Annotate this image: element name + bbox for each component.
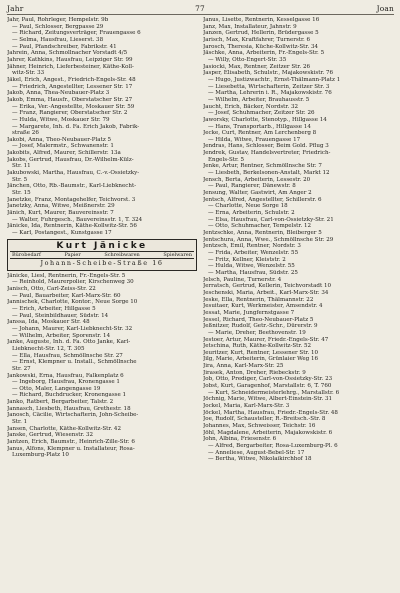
directory-entry: Jeßnitzer, Rudolf, Getr.-Schr., Dürerstr. 9 (203, 323, 318, 330)
directory-entry: Jahr, Paul, Rohrleger, Hempelstr. 9b (7, 17, 109, 23)
directory-entry: Engels-Str. 5 (208, 156, 245, 163)
directory-entry: Jähner, Heinrich, Lieferbesteiner, Käthe-Koll- (7, 63, 134, 70)
directory-entry: — Marie, Dreher, Beethovenstr. 19 (208, 329, 306, 336)
directory-entry: Jendrek, Gustav, Handelsvertreter, Friedrich- (203, 150, 331, 157)
advertisement-box (7, 239, 197, 271)
directory-entry: Jasper, Elisabeth, Schulstr., Majakowskistr. 76 (203, 70, 334, 77)
directory-entry: — Liesbeth, Berkelsonen-Anstalt, Markt 12 (208, 170, 330, 177)
directory-entry: — Josef, Schuhmacher, Zeitzer Str. 26 (208, 110, 315, 117)
directory-entry: Jensch, Berta, Arbeiterin, Lessestr. 20 (203, 176, 311, 183)
directory-entry: — Ella, Hausfrau, Schmöllnsche Str. 27 (12, 352, 123, 359)
directory-entry: — Paul, Pfandschreiber, Fabrikstr. 41 (12, 43, 117, 50)
directory-entry: Janzen, Gertrud, Hellerin, Brüdergasse 5 (203, 30, 319, 37)
directory-entry: Jäkel, Erich, Angest., Friedrich-Engels-Str. 48 (7, 76, 136, 83)
directory-entry: — Otto, Schuhmacher, Tempelstr. 12 (208, 223, 312, 230)
directory-entry: Jänicke, Ida, Rentnerin, Käthe-Kollwitz-Str. 56 (7, 223, 137, 230)
directory-entry: — Elsa, Hausfrau, Carl-von-Ossietzky-Str. 21 (208, 216, 334, 223)
directory-entry: Jecke, Curt, Rentner, Am Lerchenberg 8 (203, 130, 317, 137)
directory-entry: Jakubowski, Martha, Hausfrau, C.-v.-Ossietzky- (7, 170, 140, 177)
directory-entry: — Kurt, Schneidermeisterlehrg., Marstallstr. 6 (208, 389, 340, 396)
directory-entry: Jirasek, Anton, Dreher, Riebeckstr. 9 (203, 369, 306, 376)
directory-entry: Job, Otto, Prediger, Carl-von-Ossietzky-Str. 23 (203, 376, 333, 383)
directory-entry: Jentsch, Alfred, Angestellter, Schillerstr. 6 (203, 196, 322, 203)
directory-entry: — Martha, Lehrerin i. R., Majakowskistr. 76 (208, 90, 332, 97)
directory-entry: Jetschina, Ruth, Käthe-Kollwitz-Str. 52 (203, 343, 312, 350)
directory-entry: Janus, Alfons, Klempner u. Installateur, Rosa- (7, 445, 135, 452)
directory-entry: Jarisch, Max, Kraftfahrer, Turnerstr. 6 (203, 36, 311, 43)
columns (7, 17, 394, 463)
directory-entry: Janz, Max, Installateur, Jahnstr. 9 (203, 23, 297, 30)
directory-entry: — Margarete, Inh. d. Fa. Erich Jakob, Fabrik- (12, 123, 140, 130)
directory-entry: — Fritz, Kellner, Kleiststr. 2 (208, 256, 286, 263)
directory-entry: Jentzschke, Anna, Rentnerin, Bleiberger 5 (203, 230, 322, 236)
directory-entry: Luxemburg-Platz 10 (12, 452, 69, 459)
directory-entry: Jesuitaer, Kurt, Werkmeister, Amsendstr. 4 (203, 303, 323, 310)
directory-entry: Jahrer, Kathkins, Hausfrau, Leipziger Str. 99 (7, 56, 133, 63)
directory-entry: Jaucht, Erich, Bäcker, Nordstr. 32 (203, 103, 299, 110)
directory-entry: Jannischek, Charlotte, Kontor., Neue Sorge 10 (7, 299, 138, 306)
directory-entry: Jilg, Marie, Arbeiterin, Grünlaier Weg 16 (203, 356, 319, 363)
directory-entry: Jakobs, Gertrud, Hausfrau, Dr.-Wilhelm-Külz- (7, 156, 134, 163)
directory-entry: Jänchen, Otto, Rb.-Baumstr., Karl-Liebknecht- (7, 183, 137, 190)
directory-entry: Str. 11 (12, 163, 31, 170)
directory-entry: — Paul, Bauarbeiter, Karl-Marx-Str. 60 (12, 292, 121, 299)
directory-entry: — Paul, Steinbildhauer, Südstr. 14 (12, 312, 109, 319)
directory-entry: — Bertha, Witwe, Nikolaikirchhof 18 (208, 456, 312, 463)
directory-entry: — Wilhelm, Arbeiter, Brauhausstr. 5 (208, 96, 310, 103)
directory-entry: Jendras, Hans, Schlosser, Beim Gold. Pflug 3 (203, 143, 329, 150)
left-entries-top (7, 17, 197, 237)
directory-entry: straße 26 (12, 130, 39, 137)
directory-entry: Liebknecht-Str. 12, T. 305 (12, 345, 85, 352)
directory-entry: Str. 1 (12, 419, 28, 426)
directory-entry: Janus, Lisette, Rentnerin, Kesselgasse 16 (203, 17, 320, 23)
directory-entry: — Hulda, Witwe, Moskauer Str. 79 (12, 116, 110, 123)
directory-entry: Jerratsch, Gertrud, Kellerin, Teichvorstadt 10 (203, 283, 332, 290)
page-header (7, 4, 394, 15)
directory-entry: — Martha, Hausfrau, Südstr. 25 (208, 269, 298, 276)
directory-entry: Jeuritzer, Kurt, Rentner, Lessener Str. 10 (203, 349, 319, 356)
ad-name: Kurt Jänicke (56, 240, 148, 251)
ad-products (10, 251, 194, 259)
directory-entry: Janske, Gertrud, Wiesenstr. 32 (7, 432, 94, 439)
directory-entry: Jankowski, Erna, Hausfrau, Falkenplatz 6 (7, 372, 124, 379)
right-column (203, 17, 393, 463)
directory-entry: — Karl, Postangest., Kunstgasse 17 (12, 230, 112, 236)
directory-entry: Joe, Rudolf, Schausteller, R.-Breitsch.-Str. 8 (203, 416, 326, 423)
directory-entry: Jessat, Marie, Jungfernstgasse 7 (203, 309, 295, 316)
directory-entry: — Franz, Rangierer, Oberstatscher Str. 2 (12, 110, 128, 117)
directory-entry: Jakob, Emma, Hausfr., Oberstatscher Str. 27 (7, 96, 133, 103)
ad-product: Papier (64, 251, 81, 258)
directory-entry: — Hilda, Witwe, Frauengasse 17 (208, 136, 301, 143)
ad-product: Spielwaren (163, 251, 192, 258)
directory-entry: — Richard, Buchdrucker, Kronengasse 1 (12, 392, 127, 399)
directory-entry: — Erich, Arbeiter, Hillgasse 5 (12, 305, 96, 312)
directory-entry: Janisch, Otto, Carl-Zeiss-Str. 22 (7, 285, 96, 292)
directory-entry: Jansen, Charlotte, Käthe-Kollwitz-Str. 42 (7, 425, 121, 432)
directory-entry: Jasiocki, Max, Rentner, Zeitzer Str. 26 (203, 63, 310, 70)
directory-entry: Jentschura, Anna, Wwe., Schmöllnsche Str. 29 (203, 236, 334, 243)
directory-entry: Jarosch, Theresia, Küche-Kollwitz-Str. 34 (203, 43, 319, 50)
directory-entry: — Erika, Ver.-Angestellte, Moskauer Str. 59 (12, 103, 135, 110)
directory-entry: — Reinhold, Maurerpolier, Kirschenweg 30 (12, 279, 134, 286)
directory-entry: Jöhl, Magdalene, Arbeiterin, Majakowskistr. 6 (203, 429, 333, 436)
directory-entry: — Ernst, Klempner u. Install., Schmöllnsche (12, 359, 137, 366)
directory-entry: Janko, Ratbert, Bergarbeiter, Talstr. 2 (7, 399, 114, 406)
directory-entry: Janssa, Ida, Moskauer Str. 48 (7, 319, 90, 326)
directory-entry: Janetzke, Franz, Montagehelfer, Teichvorst. 3 (7, 196, 136, 203)
directory-entry: Jakob, Anna, Thea-Neubauer-Platz 3 (7, 90, 110, 97)
directory-entry: — Friedrich, Angestellter, Lessener Str. 17 (12, 83, 133, 90)
directory-entry: Jessel, Richard, Theo-Neubauer-Platz 5 (203, 316, 314, 323)
directory-entry: Jensung, Walter, Gastwirt, Am Anger 2 (203, 190, 312, 197)
directory-entry: — Anneliese, August-Bebel-Str. 17 (208, 449, 305, 456)
directory-entry: — Johann, Maurer, Karl-Liebknecht-Str. 32 (12, 325, 133, 332)
directory-entry: — Ingeborg, Hausfrau, Kronengasse 1 (12, 379, 120, 386)
directory-entry: Jänich, Kurt, Maurer, Bauvereinsstr. 7 (7, 210, 114, 217)
directory-entry: witz-Str. 33 (12, 70, 45, 77)
directory-entry: — Alfred, Bergarbeiter, Rosa-Luxemburg-Pl. 6 (208, 443, 338, 449)
ad-product: Schreibwaren (104, 251, 140, 258)
directory-entry: Jänicke, Liesl, Rentnerin, Fr.-Engels-Str. 5 (7, 272, 126, 279)
directory-entry: — Paul, Schlosser, Bergpasse 29 (12, 23, 104, 30)
left-column (7, 17, 197, 463)
directory-entry: Johannes, Max, Schweisser, Teichstr. 16 (203, 423, 316, 430)
directory-entry: — Willy, Otto-Engert-Str. 35 (208, 56, 287, 63)
directory-entry: — Wilhelm, Arbeiter, Sporenstr. 14 (12, 332, 111, 339)
directory-entry: Jestoer, Artur, Maurer, Friedr.-Engels-Str. 47 (203, 336, 329, 343)
ad-product: Bürobedarf (12, 251, 41, 258)
directory-entry: Jakobi, Anna, Theo-Neubauer-Platz 5 (7, 136, 112, 143)
directory-entry: — Hulda, Witwe, Wenzelstr. 55 (208, 263, 295, 270)
directory-entry: Jöchnig, Marie, Witwe, Albert-Einstein-Str. 31 (203, 396, 333, 403)
directory-entry: — Josef, Malermstr., Schwanenstr. 1 (12, 143, 114, 150)
directory-entry: Jockel, Maria, Karl-Marx-Str. 3 (203, 403, 290, 410)
directory-entry: — Paul, Rangierer, Dänewstr. 8 (208, 183, 296, 190)
directory-entry: Jantzen, Erich, Baumstr., Heinrich-Zille-Str. 6 (7, 439, 135, 446)
page-number: 77 (195, 4, 205, 13)
directory-entry: Jentzsch, Emil, Rentner, Nordstr. 3 (203, 243, 301, 250)
left-entries-bottom (7, 273, 197, 459)
directory-entry: Jöckel, Martha, Hausfrau, Friedr.-Engels-Str. 48 (203, 409, 338, 416)
directory-entry: — Erna, Arbeiterin, Schulstr. 2 (208, 210, 295, 217)
directory-entry: Jaworsky, Charlotte, Stenotyp., Hillgasse 14 (203, 116, 327, 123)
directory-entry: Jahrein, Anna, Schmollnacher Vorstadt 4/5 (7, 50, 128, 57)
directory-entry: Janosch, Cäcilie, Wirtschafterin, John-Scheibe- (7, 412, 139, 419)
directory-entry: Jeschenski, Maria, Arbeit., Karl-Marx-Str. 34 (203, 289, 329, 296)
directory-entry: — Richard, Zeitungsverträger, Frauengasse 6 (12, 30, 141, 37)
directory-entry: Str. 15 (12, 190, 31, 197)
directory-entry: Jannasch, Liesbeth, Hausfrau, Grethestr. 18 (7, 405, 131, 412)
directory-entry: — Walter, Fuhrgesch., Bauvereinsstr. 1, T. 324 (12, 216, 143, 223)
directory-entry: — Selma, Hausfrau, Lieserst. 38 (12, 36, 104, 43)
directory-entry: — Frida, Arbeiter, Wenzelstr. 55 (208, 249, 299, 256)
directory-entry: Jobst, Kurt, Garagenhof, Marstallstr. 6, T. 760 (203, 383, 332, 390)
directory-entry: John, Albina, Friesenstr. 6 (203, 436, 277, 443)
right-entries (203, 17, 393, 463)
directory-entry: Str. 27 (12, 365, 31, 372)
header-right-keyword: Joan (376, 4, 394, 13)
directory-entry: Janetzky, Anna, Witwe, Meißnerstr. 29 (7, 203, 115, 210)
directory-entry: Jakobits, Alfred, Maurer, Schillerstr. 13a (7, 150, 121, 157)
directory-entry: Jelsch, Pauline, Turnerstr. 4 (203, 276, 282, 283)
directory-entry: — Hugo, Justizwachtr., Ernst-Thälmann-Platz 1 (208, 76, 341, 83)
directory-entry: Str. 5 (12, 176, 28, 183)
ad-address: Johann-Scheibe-Straße 16 (40, 258, 164, 267)
directory-entry: — Hans, Transportarb., Hillgasse 14 (208, 123, 311, 130)
directory-entry: Jeske, Ella, Rentnerin, Thälmannstr. 22 (203, 296, 314, 303)
directory-entry: Jäschke, Anna, Arbeiterin, Fr.-Engels-Str. 5 (203, 50, 325, 57)
directory-entry: — Liesebetta, Wirtschafterin, Zeitzer Str. 3 (208, 83, 330, 90)
directory-entry: — Otto, Maler, Langengasse 19 (12, 385, 101, 392)
header-left-keyword: Jahr (7, 4, 24, 13)
directory-entry: — Charlotte, Neue Sorge 18 (208, 203, 288, 210)
directory-entry: Janke, Auguste, Inh. d. Fa. Otto Janke, Karl- (7, 339, 131, 346)
directory-entry: Jenke, Artur, Rentner, Schmöllnsche Str. 7 (203, 163, 322, 170)
directory-entry: Jira, Anna, Karl-Marx-Str. 25 (203, 363, 284, 370)
